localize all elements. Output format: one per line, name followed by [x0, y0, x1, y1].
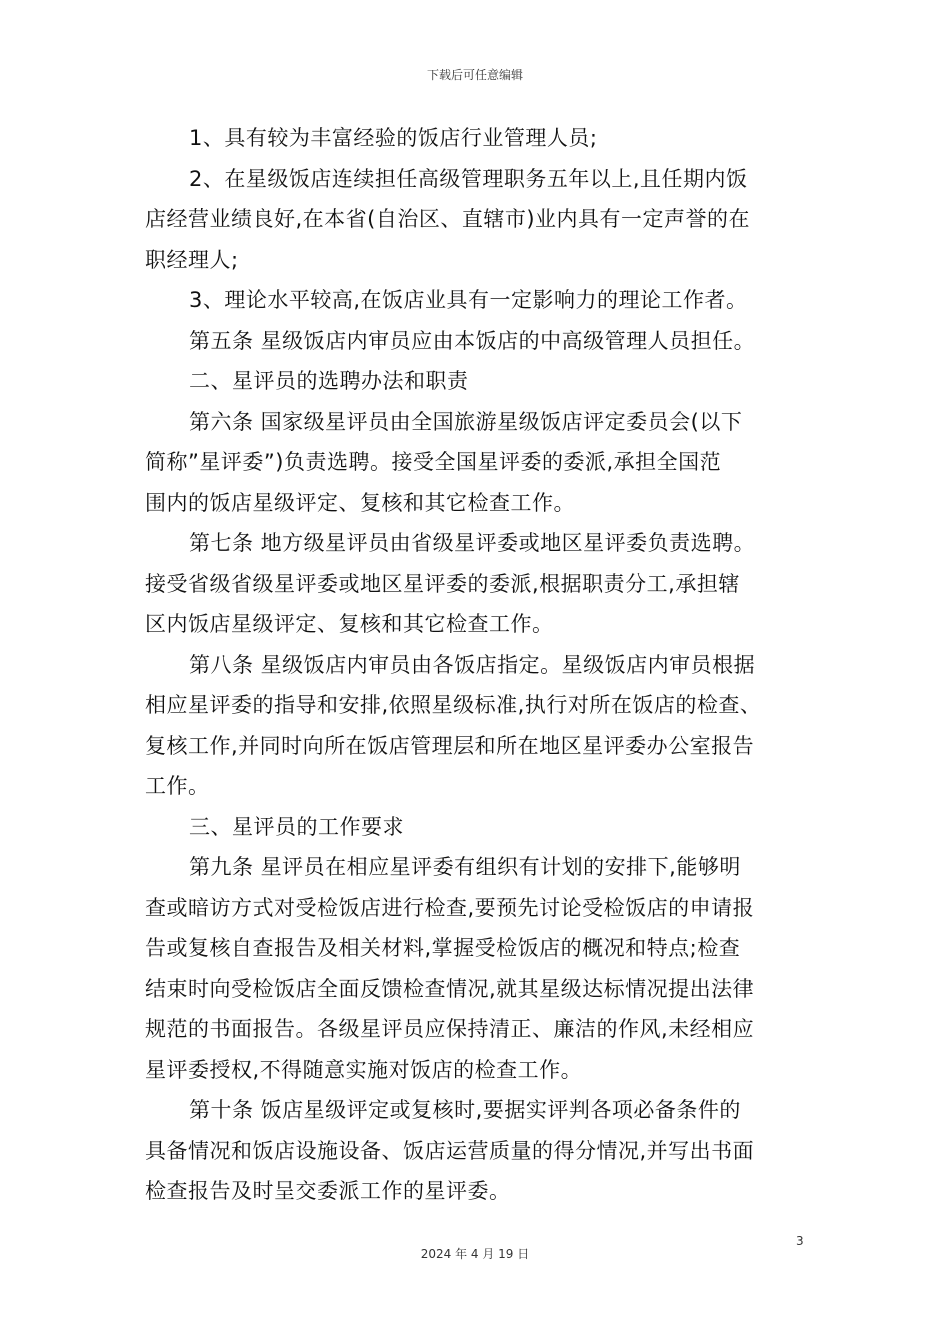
- text-line: 简称”星评委”)负责选聘。接受全国星评委的委派,承担全国范: [145, 450, 722, 474]
- paragraph: [145, 159, 805, 281]
- text-line: 3、理论水平较高,在饭店业具有一定影响力的理论工作者。: [189, 288, 748, 312]
- text-line: 区内饭店星级评定、复核和其它检查工作。: [145, 612, 554, 636]
- text-line: 三、星评员的工作要求: [189, 814, 404, 839]
- text-line: 复核工作,并同时向所在饭店管理层和所在地区星评委办公室报告: [145, 733, 755, 758]
- paragraph: [145, 847, 805, 1090]
- page-footer-date: 2024 年 4 月 19 日: [420, 1247, 530, 1261]
- text-line: 具备情况和饭店设施设备、饭店运营质量的得分情况,并写出书面: [145, 1138, 755, 1163]
- text-line: 第九条 星评员在相应星评委有组织有计划的安排下,能够明: [189, 855, 741, 879]
- text-line: 1、具有较为丰富经验的饭店行业管理人员;: [189, 126, 598, 150]
- page-header: 下载后可任意编辑: [426, 68, 523, 82]
- text-line: 接受省级省级星评委或地区星评委的委派,根据职责分工,承担辖: [145, 571, 740, 596]
- text-line: 第十条 饭店星级评定或复核时,要据实评判各项必备条件的: [189, 1098, 741, 1122]
- document-body: [145, 118, 805, 1212]
- text-line: 职经理人;: [145, 247, 239, 272]
- paragraph: [145, 321, 805, 362]
- text-line: 第七条 地方级星评员由省级星评委或地区星评委负责选聘。: [189, 531, 756, 555]
- text-line: 告或复核自查报告及相关材料,掌握受检饭店的概况和特点;检查: [145, 936, 741, 960]
- text-line: 二、星评员的选聘办法和职责: [189, 369, 469, 393]
- paragraph: [145, 523, 805, 645]
- section-heading: [145, 807, 805, 848]
- text-line: 规范的书面报告。各级星评员应保持清正、廉洁的作风,未经相应: [145, 1017, 755, 1041]
- text-line: 第八条 星级饭店内审员由各饭店指定。星级饭店内审员根据: [189, 652, 756, 677]
- text-line: 相应星评委的指导和安排,依照星级标准,执行对所在饭店的检查、: [145, 693, 762, 717]
- paragraph: [145, 1090, 805, 1212]
- text-line: 检查报告及时呈交委派工作的星评委。: [145, 1179, 511, 1203]
- text-line: 工作。: [145, 774, 210, 798]
- text-line: 店经营业绩良好,在本省(自治区、直辖市)业内具有一定声誉的在: [145, 207, 751, 231]
- paragraph: [145, 280, 805, 321]
- page-number: 3: [796, 1234, 804, 1248]
- text-line: 第五条 星级饭店内审员应由本饭店的中高级管理人员担任。: [189, 328, 756, 353]
- paragraph: [145, 118, 805, 159]
- text-line: 围内的饭店星级评定、复核和其它检查工作。: [145, 490, 575, 515]
- text-line: 查或暗访方式对受检饭店进行检查,要预先讨论受检饭店的申请报: [145, 895, 755, 920]
- paragraph: [145, 402, 805, 524]
- text-line: 星评委授权,不得随意实施对饭店的检查工作。: [145, 1057, 583, 1082]
- text-line: 第六条 国家级星评员由全国旅游星级饭店评定委员会(以下: [189, 409, 743, 434]
- text-line: 结束时向受检饭店全面反馈检查情况,就其星级达标情况提出法律: [145, 976, 755, 1001]
- section-heading: [145, 361, 805, 402]
- paragraph: [145, 645, 805, 807]
- text-line: 2、在星级饭店连续担任高级管理职务五年以上,且任期内饭: [189, 166, 748, 191]
